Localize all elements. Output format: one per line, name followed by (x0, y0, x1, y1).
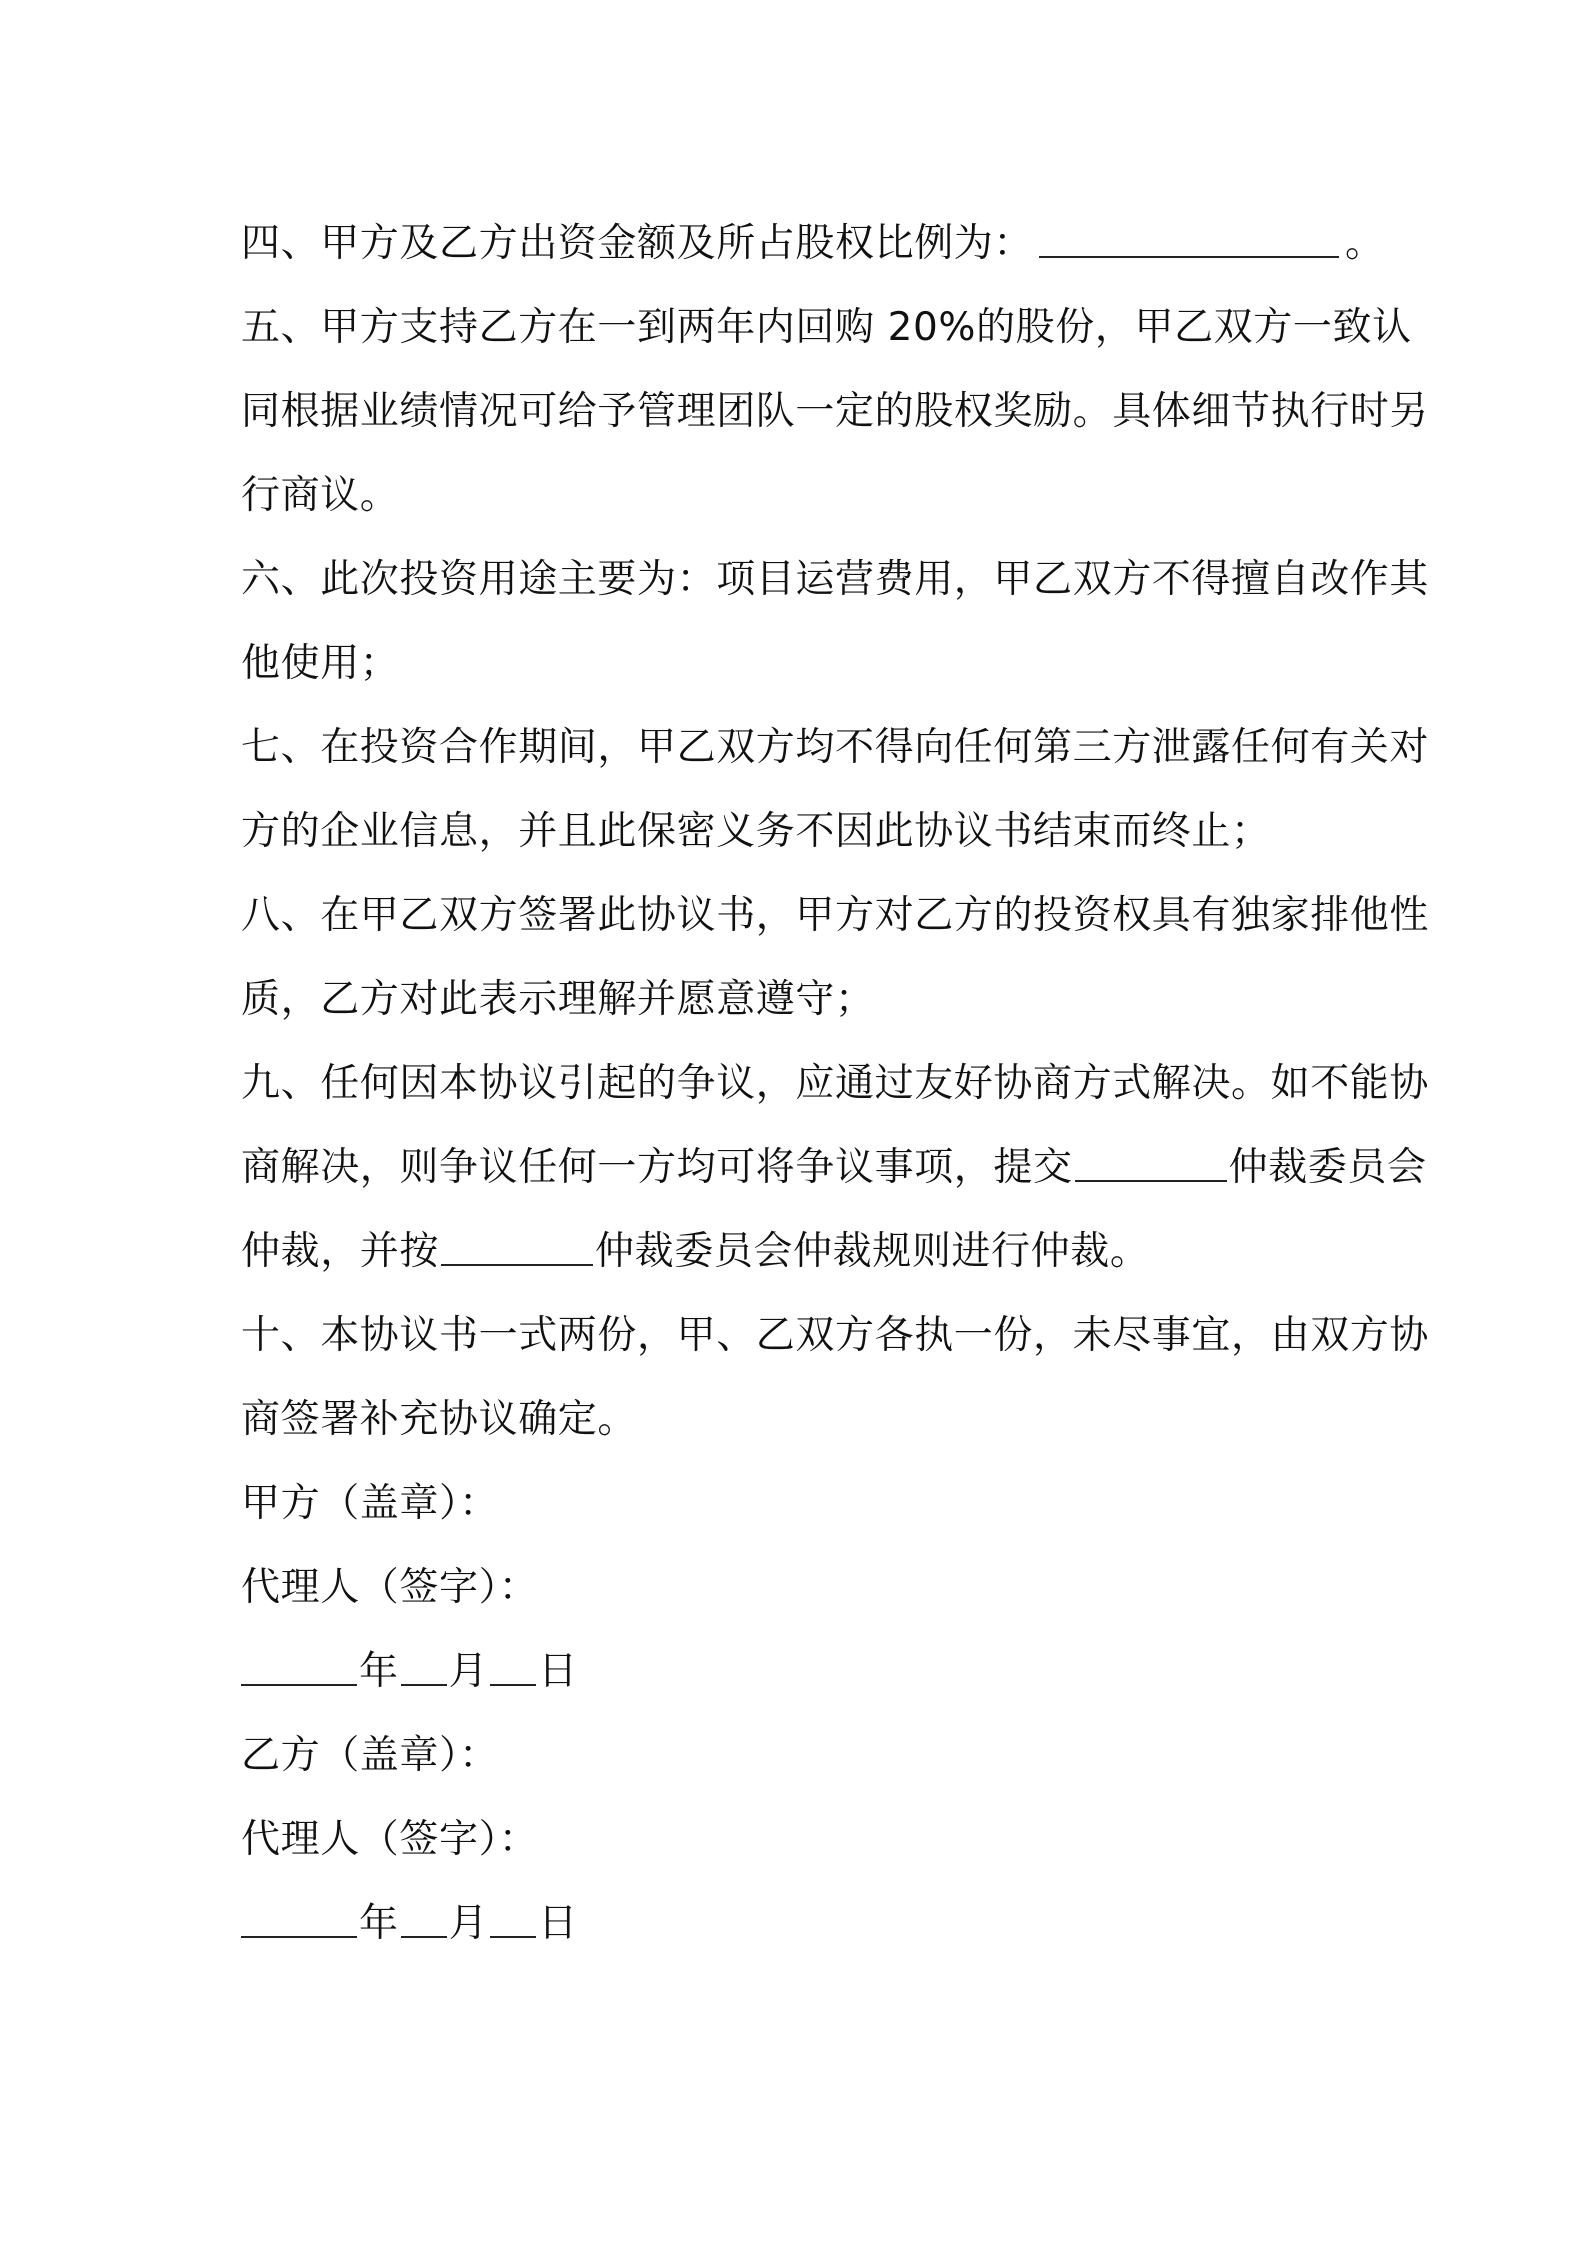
clause-six-line-1: 六、此次投资用途主要为：项目运营费用，甲乙双方不得擅自改作其 (241, 557, 1430, 602)
clause-nine-line-2-before: 商解决，则争议任何一方均可将争议事项，提交 (241, 1145, 1073, 1190)
party-b-day-label: 日 (538, 1901, 578, 1946)
capital-amount-blank[interactable] (1039, 212, 1339, 258)
party-b-seal-label: 乙方（盖章）： (241, 1733, 499, 1778)
clause-ten-line-1: 十、本协议书一式两份，甲、乙双方各执一份，未尽事宜，由双方协 (241, 1313, 1430, 1358)
party-a-year-label: 年 (359, 1649, 399, 1694)
clause-eight-line-2: 质，乙方对此表示理解并愿意遵守； (241, 977, 875, 1022)
party-a-day-label: 日 (538, 1649, 578, 1694)
arbitration-commission-blank-2[interactable] (441, 1220, 593, 1266)
party-a-month-blank[interactable] (401, 1640, 447, 1686)
clause-six-line-2: 他使用； (241, 641, 400, 686)
clause-seven-line-1: 七、在投资合作期间，甲乙双方均不得向任何第三方泄露任何有关对 (241, 725, 1430, 770)
party-a-year-blank[interactable] (241, 1640, 357, 1686)
arbitration-commission-blank-1[interactable] (1075, 1136, 1227, 1182)
clause-eight-line-1: 八、在甲乙双方签署此协议书，甲方对乙方的投资权具有独家排他性 (241, 893, 1430, 938)
clause-four-line-1 (241, 202, 1385, 286)
clause-five-line-1: 五、甲方支持乙方在一到两年内回购 20%的股份，甲乙双方一致认 (241, 305, 1412, 350)
clause-ten-line-2: 商签署补充协议确定。 (241, 1397, 638, 1442)
party-a-date-line (241, 1630, 1361, 1714)
party-a-seal-label: 甲方（盖章）： (241, 1481, 499, 1526)
clause-four-text: 四、甲方及乙方出资金额及所占股权比例为： (241, 221, 1034, 266)
party-b-agent-label: 代理人（签字）： (241, 1817, 539, 1862)
party-a-agent-label: 代理人（签字）： (241, 1565, 539, 1610)
clause-nine-line-3 (241, 1210, 1361, 1294)
clause-nine-line-3-before: 仲裁，并按 (241, 1229, 440, 1274)
party-a-day-blank[interactable] (490, 1640, 536, 1686)
clause-nine-line-3-after: 仲裁委员会仲裁规则进行仲裁。 (595, 1229, 1150, 1274)
clause-four-end: 。 (1345, 221, 1385, 266)
document-body (241, 202, 1430, 1966)
clause-five-line-3: 行商议。 (241, 473, 400, 518)
party-b-day-blank[interactable] (490, 1892, 536, 1938)
party-b-year-label: 年 (359, 1901, 399, 1946)
party-a-month-label: 月 (448, 1649, 489, 1694)
clause-nine-line-2-after: 仲裁委员会 (1228, 1145, 1427, 1190)
party-b-month-label: 月 (448, 1901, 489, 1946)
clause-nine-line-2 (241, 1126, 1427, 1210)
party-b-year-blank[interactable] (241, 1892, 357, 1938)
clause-five-line-2: 同根据业绩情况可给予管理团队一定的股权奖励。具体细节执行时另 (241, 389, 1430, 434)
clause-seven-line-2: 方的企业信息，并且此保密义务不因此协议书结束而终止； (241, 809, 1271, 854)
party-b-date-line (241, 1882, 1361, 1966)
clause-nine-line-1: 九、任何因本协议引起的争议，应通过友好协商方式解决。如不能协 (241, 1061, 1430, 1106)
party-b-month-blank[interactable] (401, 1892, 447, 1938)
